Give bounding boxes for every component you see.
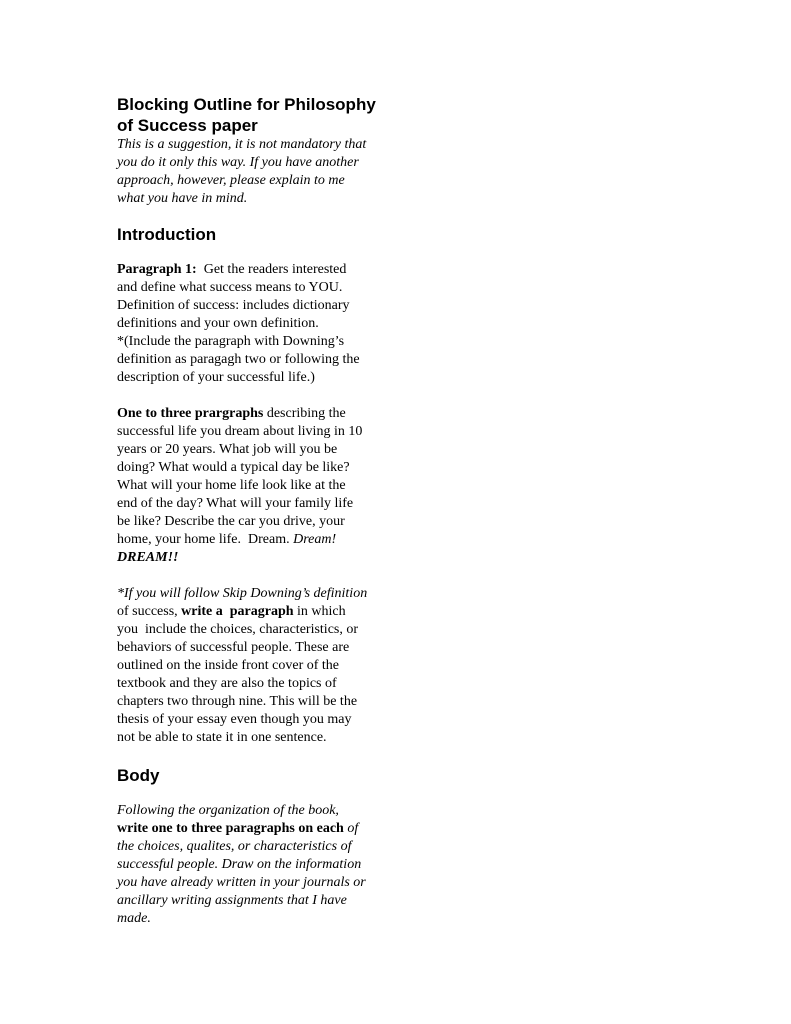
intro-paragraph-2 (117, 405, 407, 567)
intro-paragraph-1 (117, 261, 407, 387)
paragraph-line: behaviors of successful people. These are (117, 640, 350, 655)
paragraph-line: end of the day? What will your family life (117, 496, 354, 511)
paragraph-line: definition as paragagh two or following the (117, 352, 360, 367)
paragraph-line: you have already written in your journals or (117, 875, 366, 890)
paragraph-line: outlined on the inside front cover of the (117, 658, 339, 673)
paragraph-line (117, 261, 407, 279)
emphasis-text: Dream! (293, 532, 337, 547)
note-line: you do it only this way. If you have another (117, 155, 359, 170)
paragraph-line: successful people. Draw on the information (117, 857, 362, 872)
paragraph-line: definitions and your own definition. (117, 316, 319, 331)
paragraph-line: made. (117, 911, 151, 926)
paragraph-line: What will your home life look like at the (117, 478, 346, 493)
body-heading: Body (117, 766, 160, 785)
paragraph-text: Get the readers interested (196, 262, 347, 277)
paragraph-line: textbook and they are also the topics of (117, 676, 337, 691)
paragraph-line: be like? Describe the car you drive, your (117, 514, 345, 529)
instructor-note (117, 136, 407, 208)
emphasis-line: DREAM!! (117, 550, 179, 565)
paragraph-line: Definition of success: includes dictionary (117, 298, 350, 313)
paragraph-line: chapters two through nine. This will be the (117, 694, 358, 709)
document-page (117, 94, 407, 928)
paragraph-text: of success, (117, 604, 182, 619)
paragraph-text: home, your home life. Dream. (117, 532, 294, 547)
body-paragraph (117, 802, 407, 928)
paragraph-line: and define what success means to YOU. (117, 280, 343, 295)
paragraph-line: *(Include the paragraph with Downing’s (117, 334, 345, 349)
note-line: what you have in mind. (117, 191, 248, 206)
paragraph-line: successful life you dream about living in 10 (117, 424, 363, 439)
paragraph-line: doing? What would a typical day be like? (117, 460, 350, 475)
paragraph-text: in which (293, 604, 346, 619)
paragraph-line: you include the choices, characteristics, or (117, 622, 359, 637)
paragraph-line: description of your successful life.) (117, 370, 315, 385)
emphasis-text: write a paragraph (181, 604, 294, 619)
paragraph-line: *If you will follow Skip Downing’s definition (117, 586, 368, 601)
title-line: Blocking Outline for Philosophy (117, 95, 376, 114)
paragraph-text: of (343, 821, 359, 836)
paragraph-lead: One to three prargraphs (117, 406, 264, 421)
introduction-heading: Introduction (117, 225, 217, 244)
paragraph-line: ancillary writing assignments that I have (117, 893, 347, 908)
note-line: This is a suggestion, it is not mandatory that (117, 137, 367, 152)
paragraph-line: thesis of your essay even though you may (117, 712, 352, 727)
document-title (117, 94, 407, 136)
paragraph-line: years or 20 years. What job will you be (117, 442, 338, 457)
paragraph-line: the choices, qualites, or characteristics of (117, 839, 352, 854)
emphasis-text: write one to three paragraphs on each (117, 821, 344, 836)
paragraph-line (117, 531, 407, 549)
title-line: of Success paper (117, 116, 258, 135)
note-line: approach, however, please explain to me (117, 173, 345, 188)
intro-paragraph-3 (117, 585, 407, 747)
paragraph-line (117, 820, 407, 838)
paragraph-line: not be able to state it in one sentence. (117, 730, 327, 745)
paragraph-line (117, 603, 407, 621)
paragraph-line (117, 405, 407, 423)
paragraph-text: describing the (263, 406, 346, 421)
paragraph-lead: Paragraph 1: (117, 262, 197, 277)
paragraph-line: Following the organization of the book, (117, 803, 339, 818)
